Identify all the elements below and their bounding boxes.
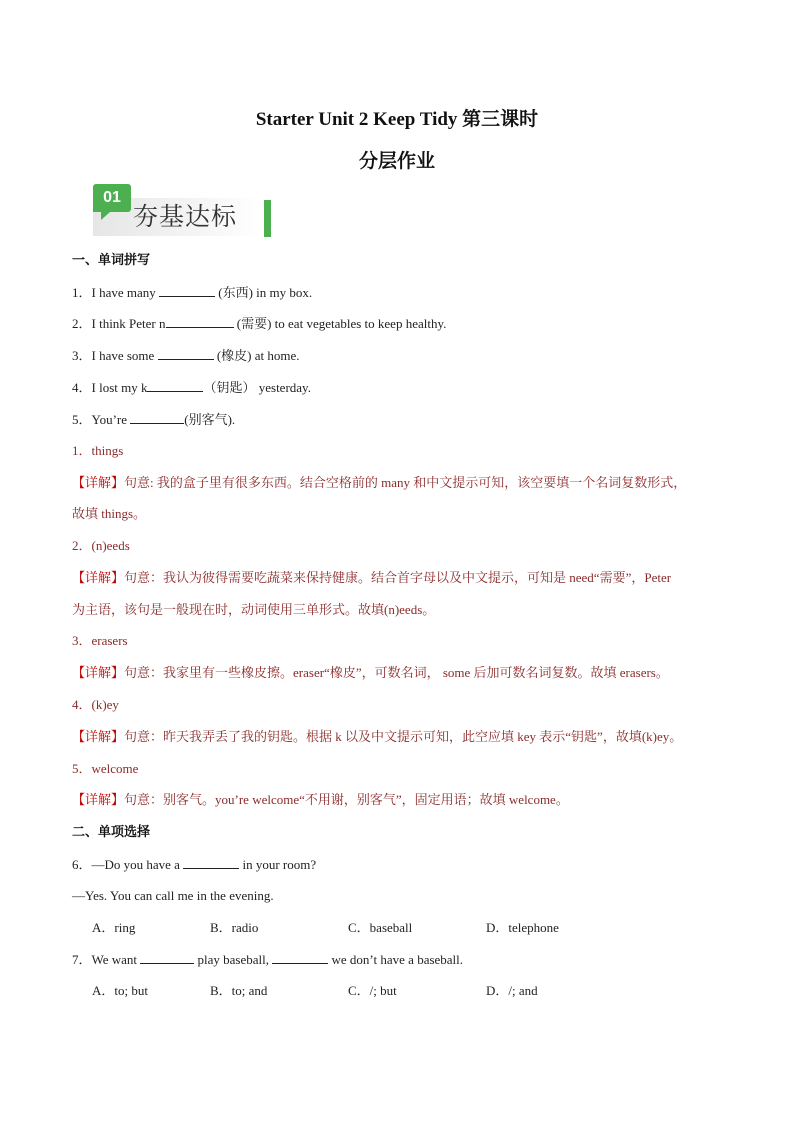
section-heading-spelling: 一、单词拼写	[72, 252, 151, 267]
answer-blank	[130, 409, 184, 424]
banner-accent-bar	[264, 200, 271, 237]
option-d: D．/; and	[486, 983, 538, 998]
answer-blank	[140, 949, 194, 964]
answer-blank	[183, 854, 239, 869]
badge-tail-shape	[101, 212, 110, 220]
question-6	[72, 854, 316, 875]
question-5	[72, 409, 235, 430]
explanation-text: 句意：别客气。you’re welcome“不用谢，别客气”，固定用语；故填 welcome。	[124, 792, 569, 807]
answer-4: 4．(k)ey	[72, 697, 119, 712]
question-text: 7．We want	[72, 952, 141, 967]
question-7	[72, 949, 463, 970]
answer-blank	[272, 949, 328, 964]
explanation-2	[72, 568, 671, 588]
explanation-1	[72, 473, 686, 493]
question-text: 2．I think Peter n	[72, 316, 166, 331]
question-text: 6．—Do you have a	[72, 857, 184, 872]
page-subtitle: 分层作业	[358, 151, 435, 172]
explanation-3	[72, 663, 669, 683]
explanation-tag: 【详解】	[72, 665, 125, 680]
section-banner	[85, 184, 271, 238]
question-text: (需要) to eat vegetables to keep healthy.	[233, 316, 447, 331]
answer-blank	[147, 377, 203, 392]
question-text: play baseball,	[194, 952, 273, 967]
question-1	[72, 282, 312, 303]
question-text: (东西) in my box.	[215, 285, 313, 300]
question-2	[72, 313, 446, 334]
question-text: 5．You’re	[72, 412, 131, 427]
explanation-2-cont: 为主语，该句是一般现在时，动词使用三单形式。故填(n)eeds。	[72, 602, 436, 617]
banner-label: 夯基达标	[133, 202, 238, 231]
question-text: （钥匙） yesterday.	[203, 380, 311, 395]
option-b: B．to; and	[210, 983, 268, 998]
section-heading-choice: 二、单项选择	[72, 824, 151, 839]
explanation-tag: 【详解】	[72, 729, 125, 744]
question-text: in your room?	[239, 857, 317, 872]
question-6-reply: —Yes. You can call me in the evening.	[72, 888, 274, 903]
explanation-4	[72, 727, 682, 747]
question-text: (别客气).	[184, 412, 236, 427]
explanation-text: 句意：我家里有一些橡皮擦。eraser“橡皮”，可数名词， some 后加可数名词复数。故填 erasers。	[124, 665, 669, 680]
page-title: Starter Unit 2 Keep Tidy 第三课时	[255, 109, 539, 130]
answer-2: 2．(n)eeds	[72, 538, 130, 553]
explanation-5	[72, 790, 569, 810]
answer-blank	[166, 313, 234, 328]
explanation-tag: 【详解】	[72, 570, 125, 585]
question-3	[72, 345, 300, 366]
explanation-1-cont: 故填 things。	[72, 506, 147, 521]
answer-blank	[159, 282, 215, 297]
option-b: B．radio	[210, 920, 259, 935]
answer-3: 3．erasers	[72, 633, 128, 648]
explanation-text: 句意: 我的盒子里有很多东西。结合空格前的 many 和中文提示可知，该空要填一个名词复数形式，	[124, 475, 687, 490]
question-4	[72, 377, 311, 398]
option-a: A．to; but	[92, 983, 148, 998]
explanation-text: 句意：我认为彼得需要吃蔬菜来保持健康。结合首字母以及中文提示，可知是 need“需要”，Peter	[124, 570, 672, 585]
question-text: we don’t have a baseball.	[328, 952, 464, 967]
question-text: (橡皮) at home.	[213, 348, 300, 363]
option-c: C．baseball	[348, 920, 413, 935]
explanation-tag: 【详解】	[72, 792, 125, 807]
answer-5: 5．welcome	[72, 761, 139, 776]
option-a: A．ring	[92, 920, 136, 935]
answer-blank	[158, 345, 214, 360]
question-text: 1．I have many	[72, 285, 160, 300]
option-d: D．telephone	[486, 920, 559, 935]
question-text: 3．I have some	[72, 348, 158, 363]
banner-number-badge: 01	[93, 184, 131, 212]
question-text: 4．I lost my k	[72, 380, 148, 395]
answer-1: 1．things	[72, 443, 124, 458]
explanation-tag: 【详解】	[72, 475, 125, 490]
option-c: C．/; but	[348, 983, 397, 998]
explanation-text: 句意：昨天我弄丢了我的钥匙。根据 k 以及中文提示可知，此空应填 key 表示“钥匙”，故填(k)ey。	[124, 729, 683, 744]
